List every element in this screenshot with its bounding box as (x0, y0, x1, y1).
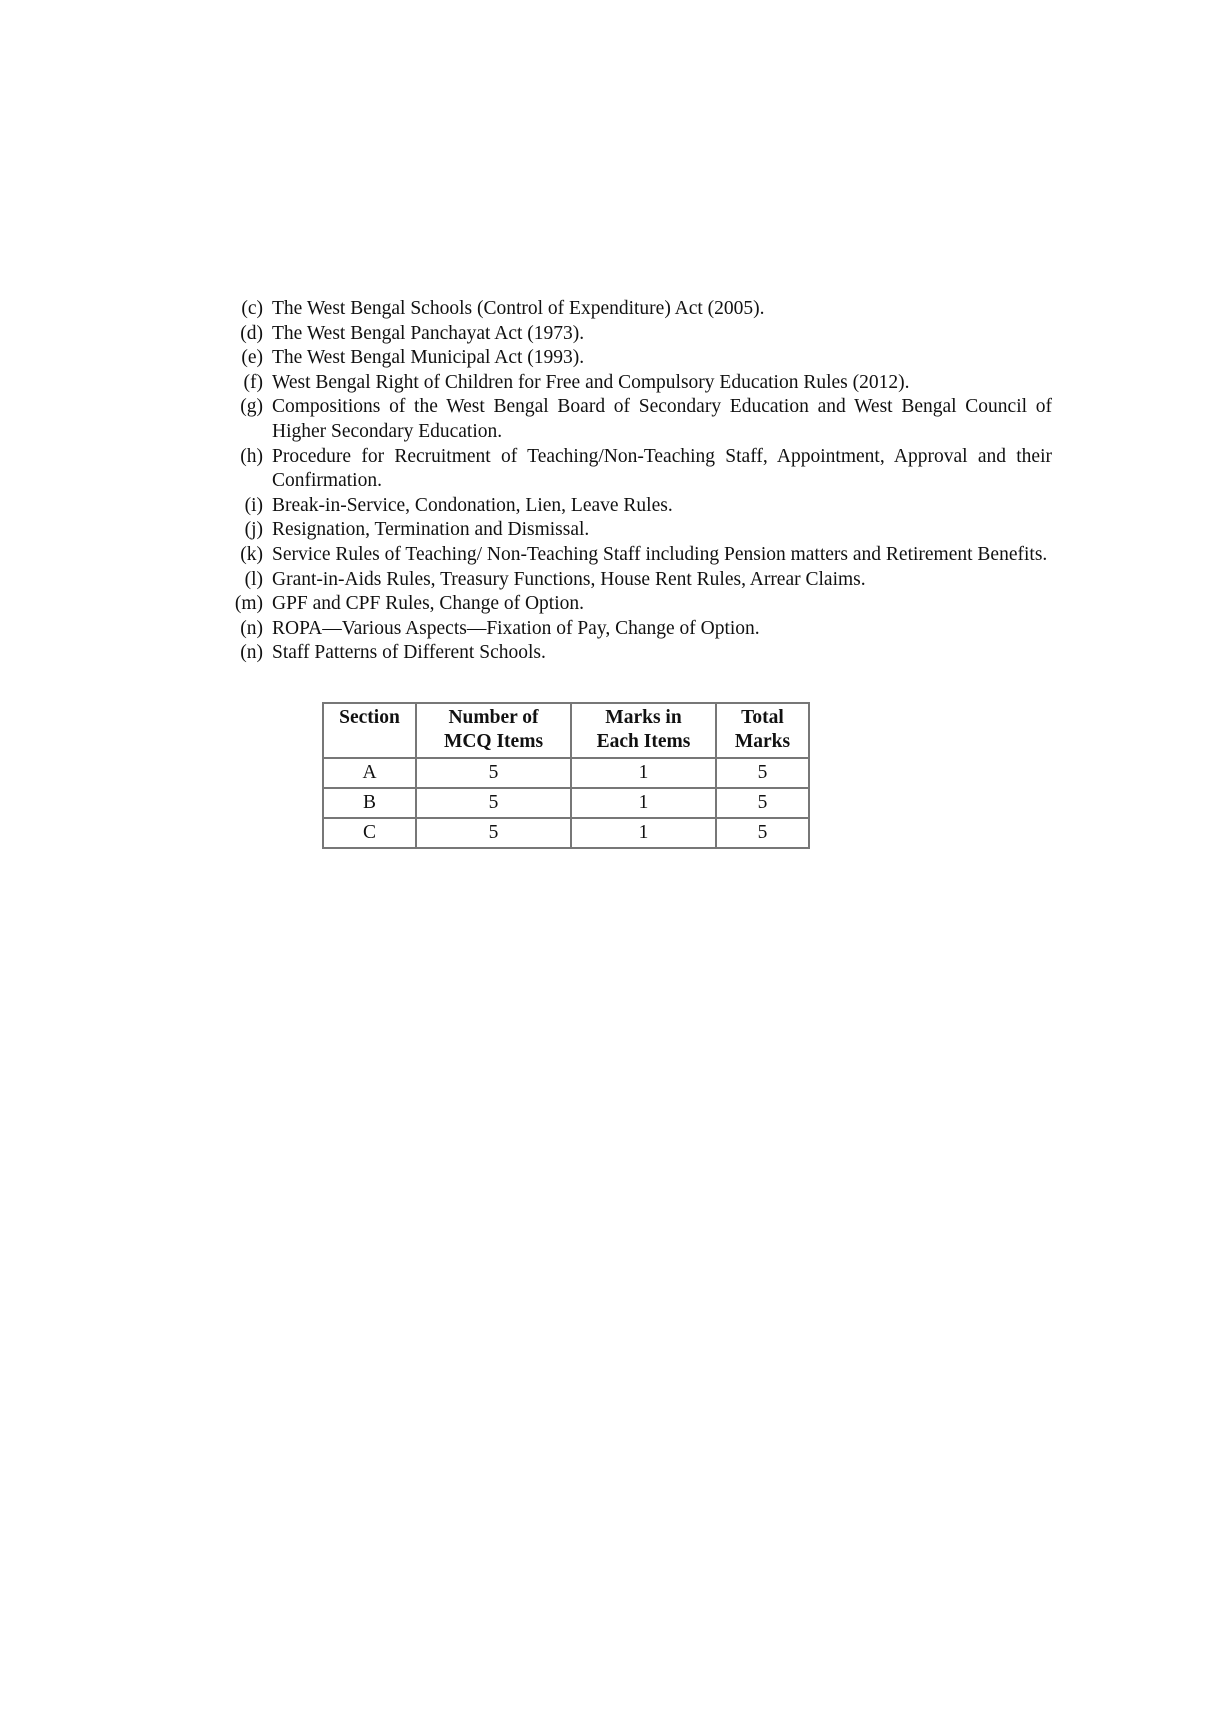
table-cell: 5 (716, 788, 809, 818)
list-item (226, 543, 1052, 568)
header-marks-each (571, 703, 716, 758)
marks-table (322, 702, 810, 849)
item-text: Break-in-Service, Condonation, Lien, Leave Rules. (272, 494, 673, 516)
list-item (226, 518, 1052, 543)
list-item (226, 371, 1052, 396)
item-label: (f) (243, 371, 263, 393)
item-text: The West Bengal Municipal Act (1993). (272, 347, 585, 369)
item-label: (h) (240, 445, 263, 467)
syllabus-list (226, 297, 1052, 666)
table-cell: 5 (716, 818, 809, 848)
table-cell: B (323, 788, 416, 818)
item-label: (j) (244, 519, 263, 541)
item-label: (e) (241, 347, 263, 369)
header-text: Each Items (596, 731, 691, 752)
item-text: Service Rules of Teaching/ Non-Teaching Staff including Pension matters and Retirement Benefits. (272, 543, 1048, 565)
list-item (226, 322, 1052, 347)
item-text: Compositions of the West Bengal Board of Secondary Education and West Bengal Council of Higher Secondary Education. (272, 396, 1052, 442)
item-text: West Bengal Right of Children for Free and Compulsory Education Rules (2012). (272, 371, 910, 393)
header-text: MCQ Items (443, 731, 544, 752)
table-cell: 5 (416, 818, 571, 848)
item-text: Staff Patterns of Different Schools. (272, 642, 546, 664)
list-item (226, 617, 1052, 642)
item-label: (k) (240, 543, 263, 565)
item-text: The West Bengal Panchayat Act (1973). (272, 322, 585, 344)
header-text: Number of (448, 707, 539, 728)
table-row (323, 758, 809, 788)
item-text: GPF and CPF Rules, Change of Option. (272, 593, 585, 615)
item-text: The West Bengal Schools (Control of Expenditure) Act (2005). (272, 298, 765, 319)
item-label: (l) (244, 568, 263, 590)
list-item (226, 395, 1052, 444)
item-label: (d) (240, 322, 263, 344)
header-total-marks (716, 703, 809, 758)
header-text: Marks in (605, 707, 682, 728)
header-text: Marks (734, 731, 791, 752)
header-text: Total (741, 707, 784, 728)
table-cell: 5 (716, 758, 809, 788)
list-item (226, 592, 1052, 617)
header-text: Section (339, 707, 400, 728)
table-cell: 1 (571, 788, 716, 818)
table-cell: 5 (416, 758, 571, 788)
item-label: (n) (240, 642, 263, 664)
list-item (226, 346, 1052, 371)
item-label: (m) (234, 593, 263, 615)
table-row (323, 788, 809, 818)
header-section (323, 703, 416, 758)
table-cell: C (323, 818, 416, 848)
item-text: Procedure for Recruitment of Teaching/Non-Teaching Staff, Appointment, Approval and their Confirmation. (272, 445, 1052, 492)
table-cell: A (323, 758, 416, 788)
table-row (323, 818, 809, 848)
item-text: Grant-in-Aids Rules, Treasury Functions, House Rent Rules, Arrear Claims. (272, 568, 866, 590)
item-text: Resignation, Termination and Dismissal. (272, 519, 590, 541)
list-item (226, 494, 1052, 519)
list-item (226, 568, 1052, 593)
list-item (226, 297, 1052, 322)
table-cell: 1 (571, 758, 716, 788)
item-label: (c) (241, 298, 263, 319)
table-header-row (323, 703, 809, 758)
item-label: (g) (240, 396, 263, 418)
table-cell: 5 (416, 788, 571, 818)
item-text: ROPA—Various Aspects—Fixation of Pay, Change of Option. (272, 617, 760, 639)
list-item (226, 641, 1052, 666)
item-label: (i) (244, 494, 263, 516)
item-label: (n) (240, 617, 263, 639)
list-item (226, 445, 1052, 494)
header-mcq-items (416, 703, 571, 758)
table-cell: 1 (571, 818, 716, 848)
